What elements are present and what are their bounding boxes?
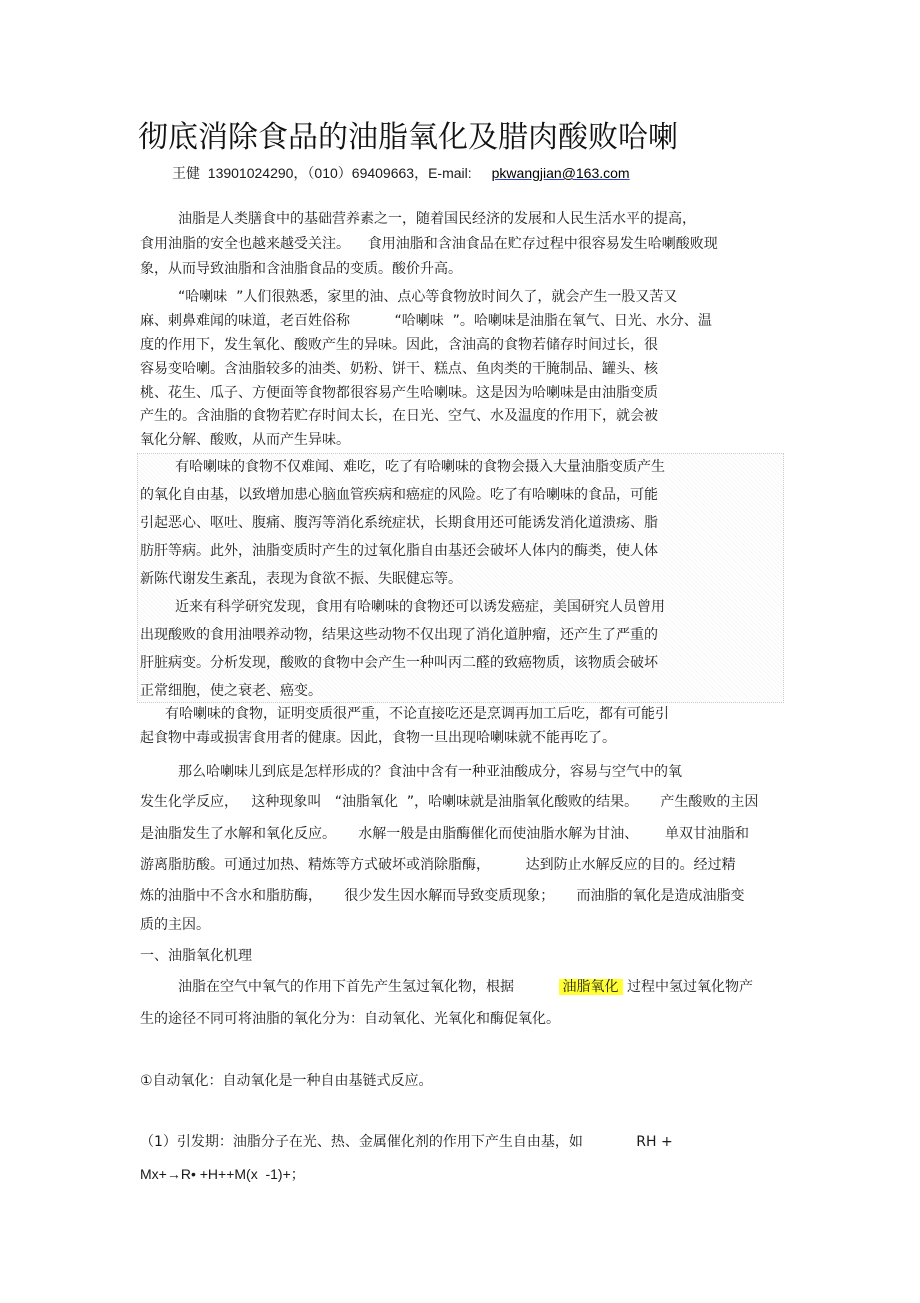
paragraph-line: 游离脂肪酸。可通过加热、精炼等方式破坏或消除脂酶， 达到防止水解反应的目的。经过精 [140, 857, 736, 873]
formula-line: Mx+→R• +H++M(x -1)+； [140, 1166, 305, 1182]
author-line [172, 164, 630, 183]
paragraph-line: 引起恶心、呕吐、腹痛、腹泻等消化系统症状，长期食用还可能诱发消化道溃疡、脂 [140, 515, 658, 531]
paragraph-line: 的氧化自由基，以致增加患心脑血管疾病和癌症的风险。吃了有哈喇味的食品，可能 [140, 487, 658, 503]
paragraph-line: 出现酸败的食用油喂养动物，结果这些动物不仅出现了消化道肿瘤，还产生了严重的 [140, 627, 658, 643]
paragraph-line: 桃、花生、瓜子、方便面等食物都很容易产生哈喇味。这是因为哈喇味是由油脂变质 [140, 385, 658, 401]
paragraph-line: 那么哈喇味儿到底是怎样形成的？食油中含有一种亚油酸成分，容易与空气中的氧 [178, 764, 682, 780]
document-title: 彻底消除食品的油脂氧化及腊肉酸败哈喇 [138, 120, 678, 155]
paragraph-line: 有哈喇味的食物，证明变质很严重，不论直接吃还是烹调再加工后吃，都有可能引 [165, 706, 669, 722]
paragraph-line: 起食物中毒或损害食用者的健康。因此，食物一旦出现哈喇味就不能再吃了。 [140, 730, 616, 746]
line-text: 油脂在空气中氧气的作用下首先产生氢过氧化物，根据 [178, 979, 559, 995]
section-heading: 一、油脂氧化机理 [140, 948, 252, 964]
paragraph-line: 氧化分解、酸败，从而产生异味。 [140, 432, 350, 448]
paragraph-line: 油脂是人类膳食中的基础营养素之一，随着国民经济的发展和人民生活水平的提高， [178, 211, 696, 227]
paragraph-line: 近来有科学研究发现，食用有哈喇味的食物还可以诱发癌症，美国研究人员曾用 [175, 599, 665, 615]
paragraph-line: 新陈代谢发生紊乱，表现为食欲不振、失眠健忘等。 [140, 571, 462, 587]
paragraph-line: “哈喇味 ”人们很熟悉，家里的油、点心等食物放时间久了，就会产生一股又苦又 [178, 289, 678, 305]
paragraph-line: 食用油脂的安全也越来越受关注。 食用油脂和含油食品在贮存过程中很容易发生哈喇酸败现 [140, 236, 718, 252]
paragraph-line: 有哈喇味的食物不仅难闻、难吃，吃了有哈喇味的食物会摄入大量油脂变质产生 [175, 459, 665, 475]
paragraph-line: 发生化学反应， 这种现象叫 “油脂氧化 ”，哈喇味就是油脂氧化酸败的结果。 产生酸败的主因 [140, 794, 759, 810]
paragraph-line: 度的作用下，发生氧化、酸败产生的异味。因此，含油高的食物若储存时间过长，很 [140, 337, 658, 353]
paragraph-line: 肪肝等病。此外，油脂变质时产生的过氧化脂自由基还会破坏人体内的酶类，使人体 [140, 543, 658, 559]
paragraph-line: ①自动氧化：自动氧化是一种自由基链式反应。 [140, 1073, 433, 1089]
paragraph-line: （1）引发期：油脂分子在光、热、金属催化剂的作用下产生自由基，如 RH + [140, 1134, 673, 1150]
paragraph-line [178, 978, 753, 996]
highlighted-term: 油脂氧化 [559, 979, 623, 995]
paragraph-line: 生的途径不同可将油脂的氧化分为：自动氧化、光氧化和酶促氧化。 [140, 1011, 560, 1027]
paragraph-line: 质的主因。 [140, 917, 210, 933]
paragraph-line: 正常细胞，使之衰老、癌变。 [140, 683, 322, 699]
paragraph-line: 麻、刺鼻难闻的味道，老百姓俗称 “哈喇味 ”。哈喇味是油脂在氧气、日光、水分、温 [140, 313, 712, 329]
paragraph-line: 是油脂发生了水解和氧化反应。 水解一般是由脂酶催化而使油脂水解为甘油、 单双甘油脂和 [140, 826, 749, 842]
email-link[interactable]: pkwangjian@163.com [491, 165, 630, 181]
paragraph-line: 容易变哈喇。含油脂较多的油类、奶粉、饼干、糕点、鱼肉类的干腌制品、罐头、核 [140, 361, 658, 377]
paragraph-line: 炼的油脂中不含水和脂肪酶， 很少发生因水解而导致变质现象； 而油脂的氧化是造成油脂变 [140, 888, 745, 904]
paragraph-line: 肝脏病变。分析发现，酸败的食物中会产生一种叫丙二醛的致癌物质，该物质会破坏 [140, 655, 658, 671]
paragraph-line: 产生的。含油脂的食物若贮存时间太长，在日光、空气、水及温度的作用下，就会被 [140, 408, 658, 424]
author-contact: 王健 13901024290，（010）69409663，E-mail: [172, 165, 472, 181]
paragraph-line: 象，从而导致油脂和含油脂食品的变质。酸价升高。 [140, 261, 462, 277]
line-text: 过程中氢过氧化物产 [622, 979, 753, 995]
